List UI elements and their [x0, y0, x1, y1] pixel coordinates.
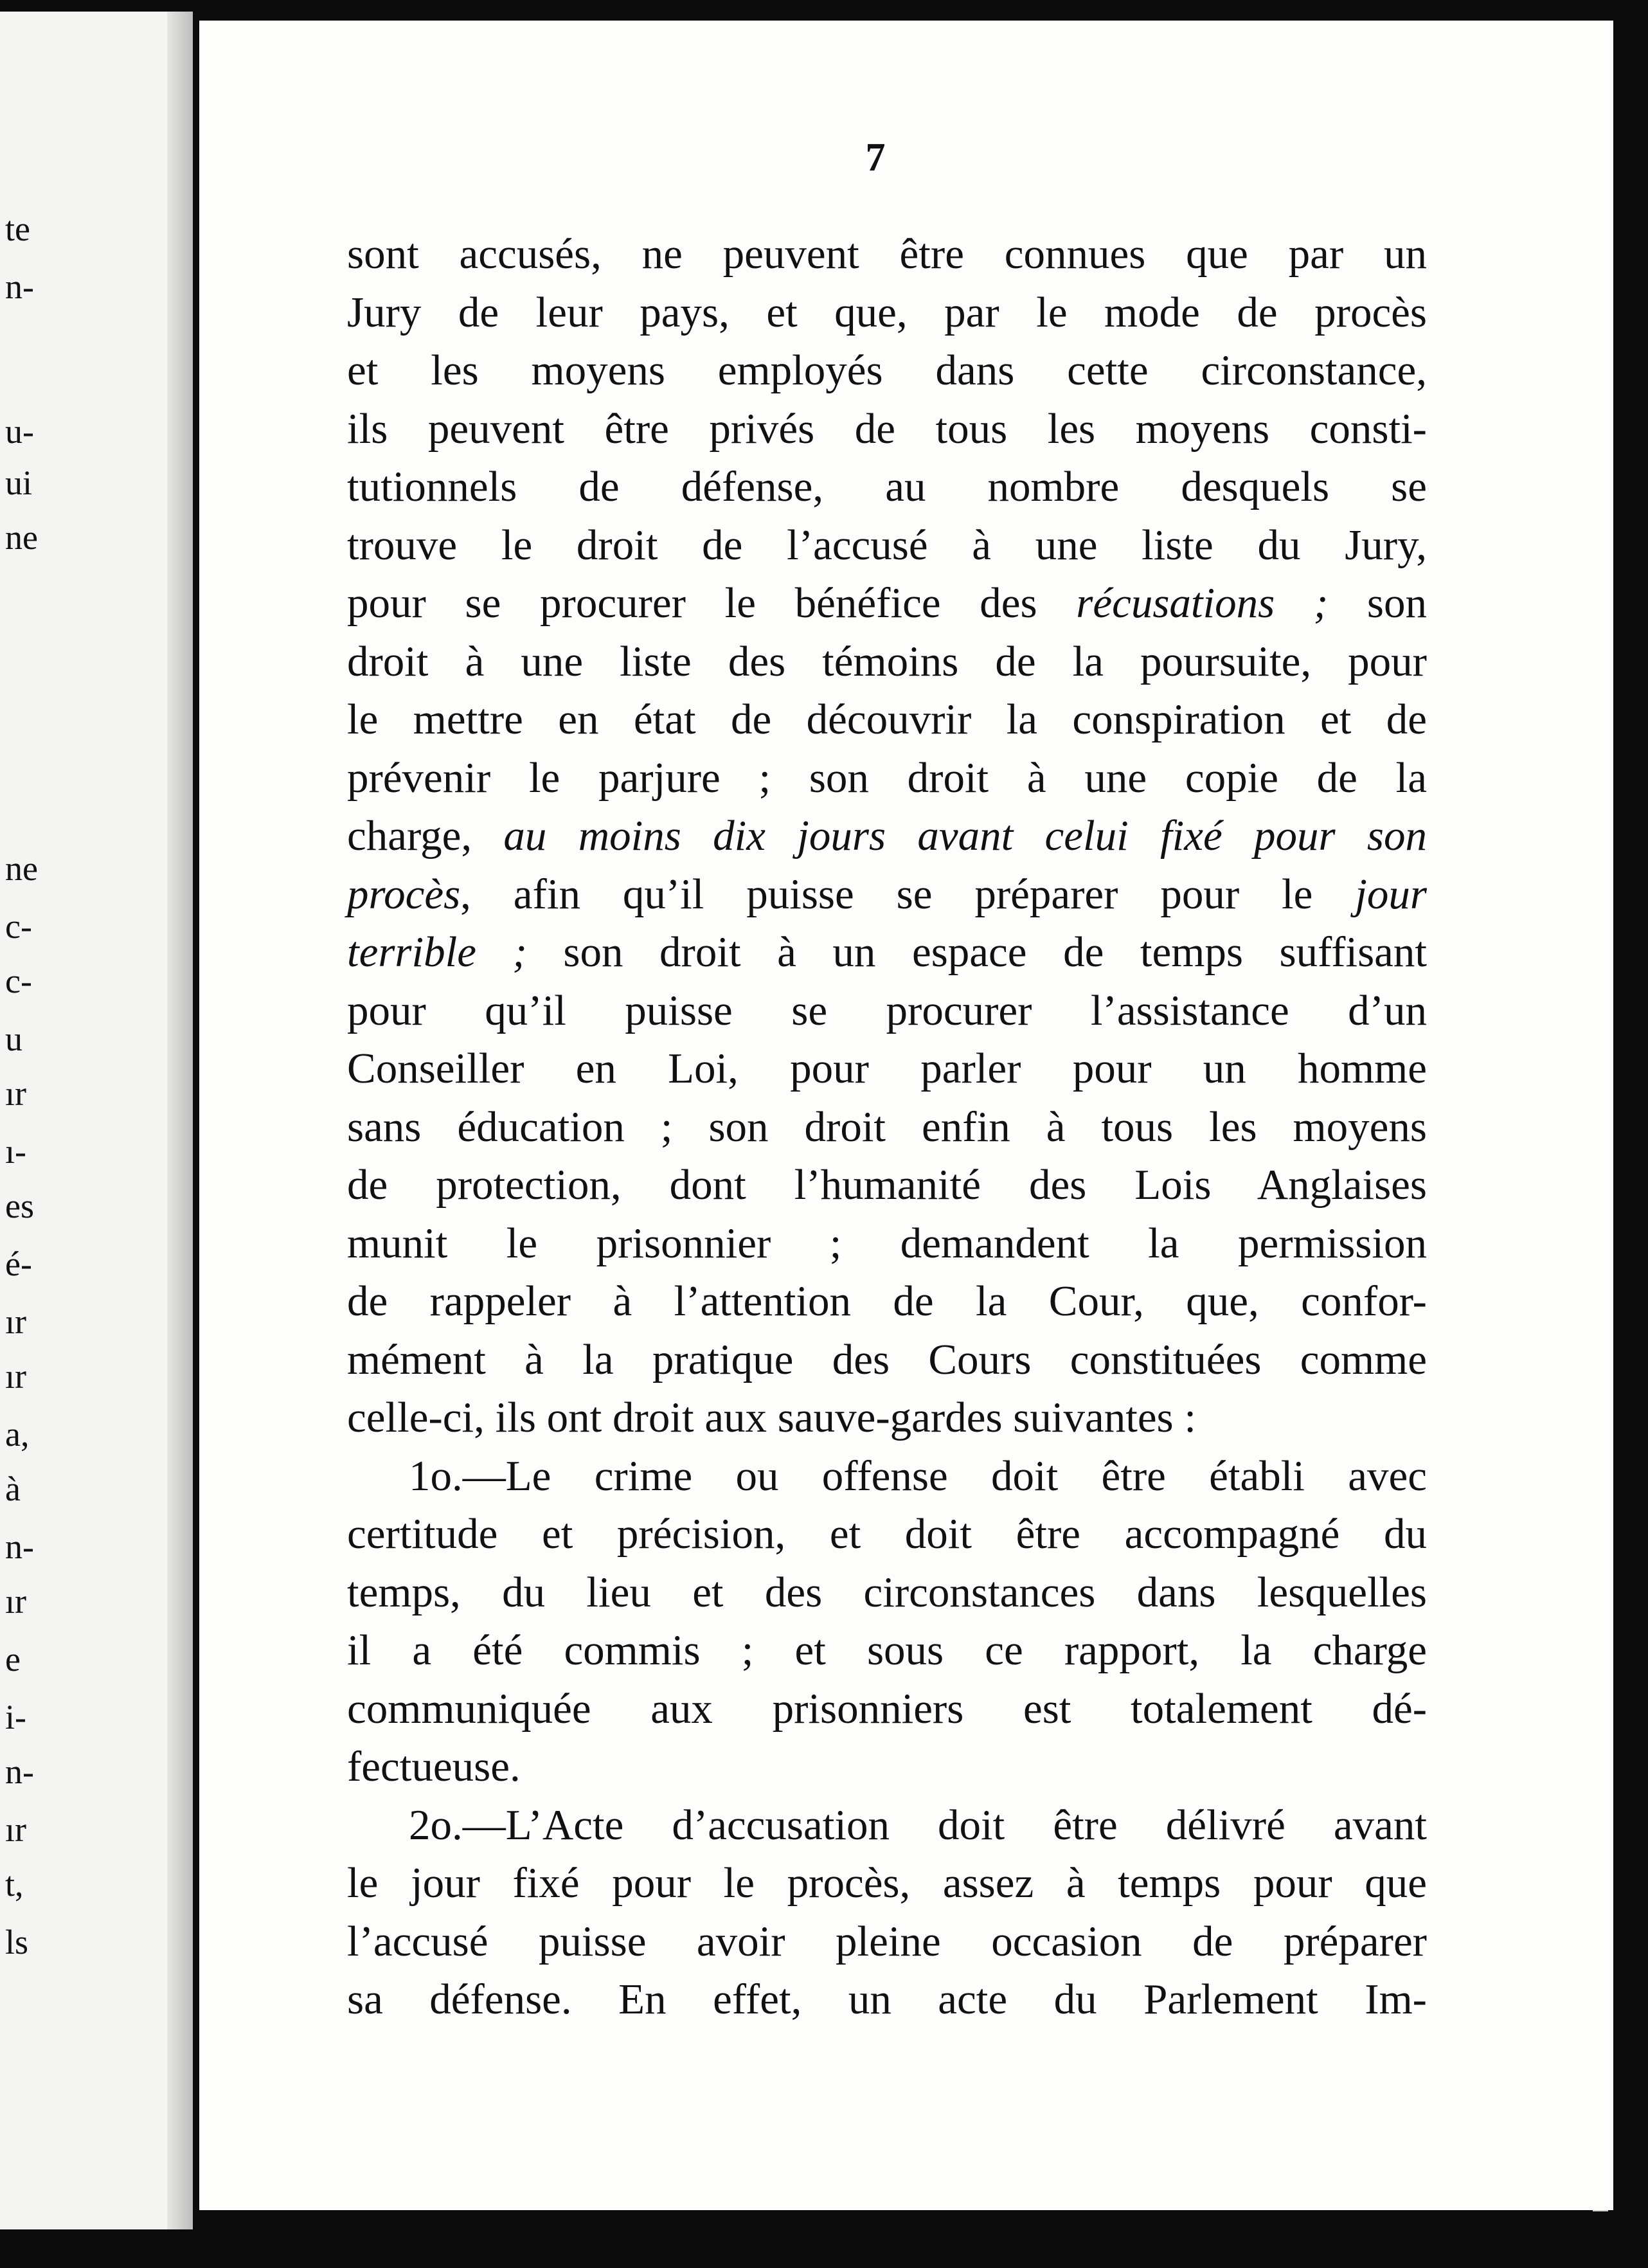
text-line	[347, 1331, 1427, 1389]
italic-text-segment: jour	[1355, 870, 1427, 918]
facing-page-text	[0, 12, 167, 2229]
facing-page-fragment-text: n-	[5, 1527, 34, 1566]
text-segment: le jour fixé pour le procès, assez à temps pour que	[347, 1859, 1427, 1907]
facing-page-fragment-text: t,	[5, 1865, 24, 1904]
text-segment: temps, du lieu et des circonstances dans lesquelles	[347, 1568, 1427, 1616]
text-segment: trouve le droit de l’accusé à une liste du Jury,	[347, 521, 1427, 569]
facing-page-fragment-text: ır	[5, 1074, 26, 1113]
text-segment: pour se procurer le bénéfice des	[347, 579, 1077, 627]
text-segment: sont accusés, ne peuvent être connues que par un	[347, 230, 1427, 278]
text-line	[347, 1970, 1427, 2029]
text-segment: l’accusé puisse avoir pleine occasion de préparer	[347, 1917, 1427, 1965]
text-segment: sans éducation ; son droit enfin à tous les moyens	[347, 1102, 1427, 1151]
text-segment: de protection, dont l’humanité des Lois Anglaises	[347, 1161, 1427, 1209]
text-segment: prévenir le parjure ; son droit à une copie de la	[347, 753, 1427, 802]
text-line	[347, 516, 1427, 575]
text-line	[347, 574, 1427, 633]
text-segment: ils peuvent être privés de tous les moyens consti-	[347, 404, 1427, 453]
text-line	[347, 1098, 1427, 1156]
text-line	[347, 400, 1427, 458]
text-line	[347, 1738, 1427, 1796]
facing-page-fragment-text: n-	[5, 267, 34, 306]
text-segment: il a été commis ; et sous ce rapport, la charge	[347, 1626, 1427, 1674]
text-line	[347, 923, 1427, 982]
text-segment: 2o.—L’Acte d’accusation doit être délivré avant	[409, 1801, 1427, 1849]
text-segment: munit le prisonnier ; demandent la permission	[347, 1219, 1427, 1267]
text-line	[347, 1796, 1427, 1855]
facing-page-fragment-text: e	[5, 1640, 21, 1679]
text-line	[347, 1680, 1427, 1738]
text-segment: le mettre en état de découvrir la conspiration et de	[347, 696, 1427, 743]
facing-page-fragment-text: é-	[5, 1245, 32, 1283]
facing-page-fragment-text: ui	[5, 464, 33, 502]
facing-page-fragment-text: te	[5, 210, 30, 248]
italic-text-segment: procès	[347, 870, 461, 918]
text-line	[347, 1272, 1427, 1331]
text-segment: certitude et précision, et doit être accompagné du	[347, 1510, 1427, 1558]
facing-page-fragment-text: ır	[5, 1810, 26, 1849]
text-line	[347, 690, 1427, 749]
text-segment: son	[1328, 579, 1427, 627]
facing-page-fragment-text: a,	[5, 1415, 30, 1454]
text-segment: droit à une liste des témoins de la poursuite, pour	[347, 637, 1427, 685]
text-line	[347, 341, 1427, 400]
italic-text-segment: au moins dix jours avant celui fixé pour son	[503, 812, 1427, 860]
facing-page-fragment-text: ır	[5, 1357, 26, 1396]
facing-page-fragment-text: à	[5, 1470, 21, 1508]
text-segment: Jury de leur pays, et que, par le mode de procès	[347, 288, 1427, 336]
facing-page-fragment-text: n-	[5, 1752, 34, 1791]
text-segment: sa défense. En effet, un acte du Parlement Im-	[347, 1976, 1427, 2023]
italic-text-segment: récusations ;	[1076, 579, 1329, 627]
text-line	[347, 1913, 1427, 1971]
text-line	[347, 1389, 1427, 1447]
text-line	[347, 1854, 1427, 1913]
text-segment: et les moyens employés dans cette circonstance,	[347, 346, 1427, 394]
text-segment: mément à la pratique des Cours constituées comme	[347, 1335, 1427, 1383]
book-gutter	[167, 12, 193, 2229]
italic-text-segment: terrible ;	[347, 928, 527, 976]
facing-page-fragment-text: ır	[5, 1582, 26, 1621]
text-line	[347, 1505, 1427, 1563]
text-line	[347, 749, 1427, 807]
text-line	[347, 982, 1427, 1040]
facing-page-fragment-text: ı-	[5, 1132, 26, 1171]
text-segment: tutionnels de défense, au nombre desquels se	[347, 463, 1427, 510]
text-line	[347, 1156, 1427, 1214]
text-segment: Conseiller en Loi, pour parler pour un homme	[347, 1045, 1427, 1092]
text-segment: de rappeler à l’attention de la Cour, que, confor-	[347, 1277, 1427, 1325]
text-line	[347, 1214, 1427, 1273]
text-segment: , afin qu’il puisse se préparer pour le	[460, 870, 1356, 918]
facing-page-fragment-text: es	[5, 1187, 34, 1225]
page-number: 7	[865, 136, 886, 179]
text-segment: son droit à un espace de temps suffisant	[526, 928, 1427, 976]
text-line	[347, 865, 1427, 924]
text-segment: charge,	[347, 812, 504, 860]
facing-page-fragment-text: c-	[5, 962, 32, 1000]
facing-page-fragment-text: u-	[5, 412, 34, 451]
text-line	[347, 807, 1427, 865]
text-line	[347, 1563, 1427, 1622]
text-line	[347, 284, 1427, 342]
facing-page-fragment-text: i-	[5, 1698, 26, 1736]
facing-page-fragment	[0, 12, 193, 2229]
facing-page-fragment-text: c-	[5, 907, 32, 946]
facing-page-fragment-text: ls	[5, 1923, 29, 1961]
facing-page-fragment-text: ne	[5, 849, 38, 888]
facing-page-fragment-text: u	[5, 1020, 22, 1058]
text-line	[347, 1447, 1427, 1506]
facing-page-fragment-text: ne	[5, 518, 38, 557]
text-line	[347, 225, 1427, 284]
text-segment: fectueuse.	[347, 1743, 521, 1790]
text-segment: pour qu’il puisse se procurer l’assistance d’un	[347, 986, 1427, 1034]
text-segment: celle-ci, ils ont droit aux sauve-gardes suivantes :	[347, 1394, 1196, 1441]
text-segment: communiquée aux prisonniers est totalement dé-	[347, 1684, 1427, 1733]
page-body-text	[347, 225, 1427, 2029]
text-line	[347, 1621, 1427, 1680]
text-line	[347, 633, 1427, 691]
text-line	[347, 1040, 1427, 1098]
text-segment: 1o.—Le crime ou offense doit être établi avec	[409, 1452, 1427, 1500]
facing-page-fragment-text: ır	[5, 1302, 26, 1341]
text-line	[347, 458, 1427, 516]
